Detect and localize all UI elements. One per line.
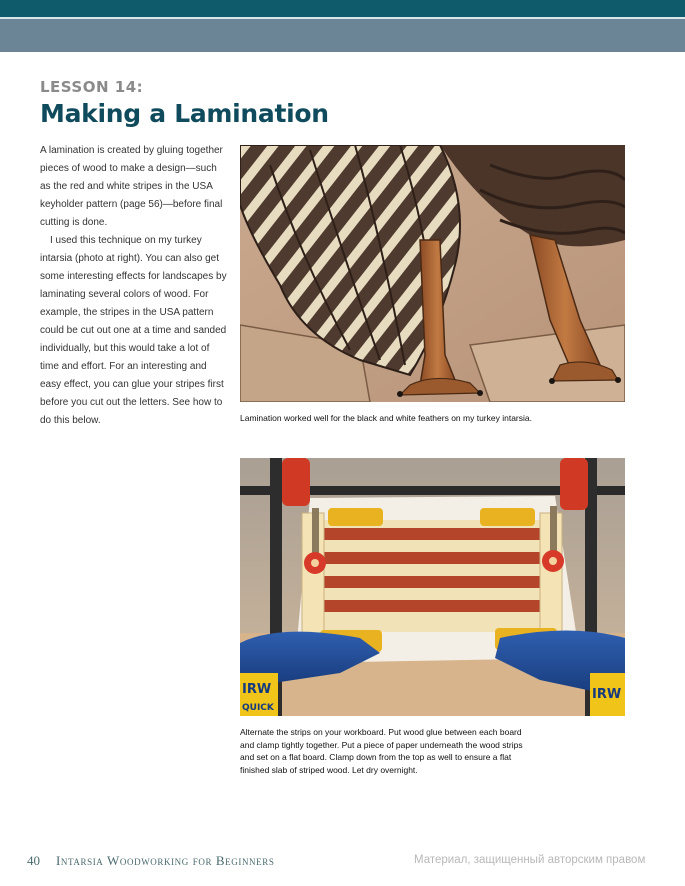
page-title: Making a Lamination bbox=[40, 99, 329, 128]
figure-caption: Alternate the strips on your workboard. Put wood glue between each board and clamp tightly together. Put a piece of paper underneath the wood strips and set on a flat board. Clamp down from the top as well to ensure a flat finished slab of striped wood. Let dry overnight. bbox=[240, 727, 523, 775]
body-paragraph: A lamination is created by gluing together pieces of wood to make a design—such as the red and white stripes in the USA keyholder pattern (page 56)—before final cutting is done. bbox=[40, 145, 223, 228]
clamp-brand-left-sub: QUICK bbox=[242, 703, 274, 713]
clamp-brand-left: IRW bbox=[242, 682, 272, 697]
body-text bbox=[40, 142, 228, 430]
running-footer-title: Intarsia Woodworking for Beginners bbox=[56, 853, 275, 868]
copyright-watermark: Материал, защищенный авторским правом bbox=[414, 854, 646, 866]
clamping-photo bbox=[240, 458, 625, 716]
lesson-label: LESSON 14: bbox=[40, 78, 144, 96]
header-band-dark bbox=[0, 0, 685, 17]
body-paragraph: I used this technique on my turkey intarsia (photo at right). You can also get some interesting effects for landscapes by laminating several colors of wood. For example, the stripes in the USA pattern could be cut out one at a time and sanded individually, but this would take a lot of time and effort. For an interesting and easy effect, you can glue your stripes first before you cut out the letters. See how to do this below. bbox=[40, 235, 227, 426]
turkey-intarsia-photo bbox=[240, 145, 625, 402]
header-band-light bbox=[0, 19, 685, 52]
page-number: 40 bbox=[27, 853, 40, 868]
figure-caption: Lamination worked well for the black and white feathers on my turkey intarsia. bbox=[240, 413, 532, 423]
clamp-brand-right: IRW bbox=[592, 687, 622, 702]
